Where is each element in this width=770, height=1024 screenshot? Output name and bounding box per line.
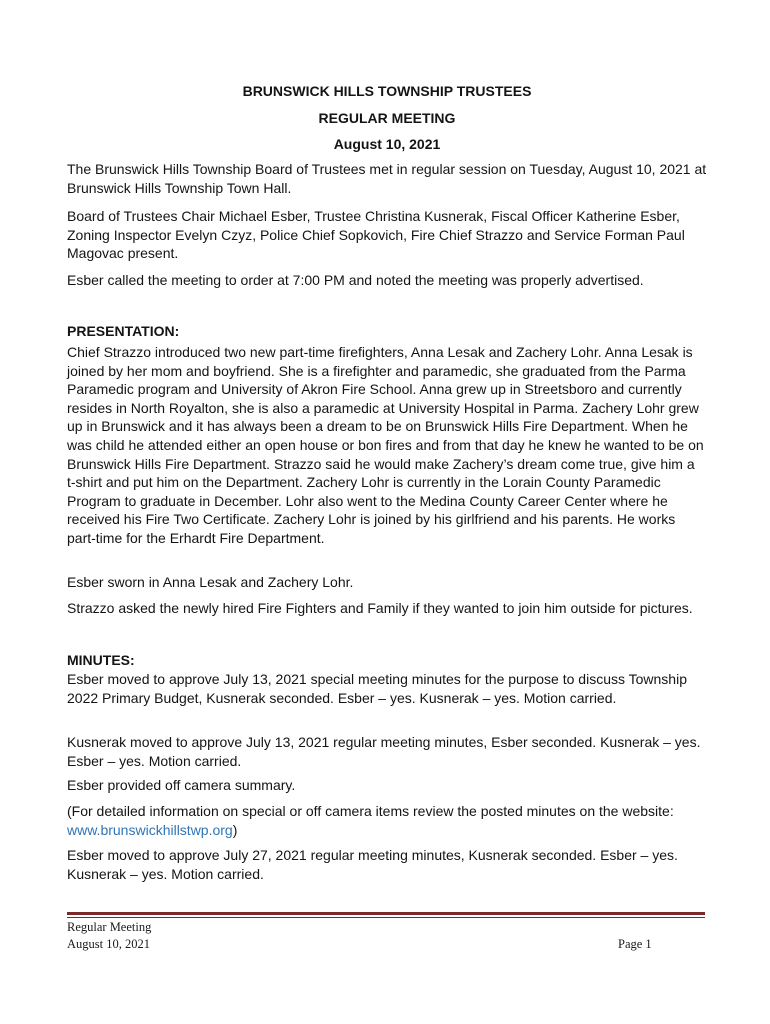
website-note-close: ) xyxy=(232,821,238,838)
minutes-motion-2: Kusnerak moved to approve July 13, 2021 regular meeting minutes, Esber seconded. Kusnerak – yes. Esber – yes. Motion carried. xyxy=(67,734,701,769)
page-number: Page 1 xyxy=(618,937,652,951)
minutes-motion-3: Esber moved to approve July 27, 2021 regular meeting minutes, Kusnerak seconded. Esber – yes. Kusnerak – yes. Motion carried. xyxy=(67,847,678,882)
website-link[interactable]: www.brunswickhillstwp.org xyxy=(67,821,233,838)
footer-meeting-label: Regular Meeting xyxy=(67,920,152,934)
call-to-order-paragraph: Esber called the meeting to order at 7:00 PM and noted the meeting was properly advertised. xyxy=(67,272,644,288)
footer-divider xyxy=(67,912,705,915)
minutes-heading: MINUTES: xyxy=(67,652,135,668)
intro-paragraph: The Brunswick Hills Township Board of Trustees met in regular session on Tuesday, August 10, 2021 at Brunswick Hills Township Town Hall. xyxy=(67,161,707,196)
presentation-paragraph: Chief Strazzo introduced two new part-time firefighters, Anna Lesak and Zachery Lohr. Anna Lesak is joined by her mom and boyfriend. She is a firefighter and paramedic, she graduated from the Parma Paramedic program and University of Akron Fire School. Anna grew up in Streetsboro and currently resides in North Royalton, she is also a paramedic at University Hospital in Parma. Zachery Lohr grew up in Brunswick and it has always been a dream to be on Brunswick Hills Fire Department. When he was child he attended either an open house or bon fires and from that day he knew he wanted to be on Brunswick Hills Fire Department. Strazzo said he would make Zachery’s dream come true, give him a t-shirt and put him on the Department. Zachery Lohr is currently in the Lorain County Paramedic Program to graduate in December. Lohr also went to the Medina County Career Center where he received his Fire Two Certificate. Zachery Lohr is joined by his girlfriend and his parents. He works part-time for the Erhardt Fire Department. xyxy=(67,344,704,546)
meeting-type: REGULAR MEETING xyxy=(318,110,456,126)
footer-divider-thin xyxy=(67,917,705,918)
presentation-heading: PRESENTATION: xyxy=(67,323,180,339)
attendance-paragraph: Board of Trustees Chair Michael Esber, Trustee Christina Kusnerak, Fiscal Officer Katherine Esber, Zoning Inspector Evelyn Czyz, Police Chief Sopkovich, Fire Chief Strazzo and Service Forman Paul Magovac present. xyxy=(67,208,685,262)
swearing-in-paragraph: Esber sworn in Anna Lesak and Zachery Lohr. xyxy=(67,574,354,590)
pictures-paragraph: Strazzo asked the newly hired Fire Fighters and Family if they wanted to join him outside for pictures. xyxy=(67,600,693,616)
minutes-motion-1: Esber moved to approve July 13, 2021 special meeting minutes for the purpose to discuss Township 2022 Primary Budget, Kusnerak seconded. Esber – yes. Kusnerak – yes. Motion carried. xyxy=(67,671,687,706)
website-note-paragraph xyxy=(67,802,707,839)
website-note-text: (For detailed information on special or off camera items review the posted minutes on the website: xyxy=(67,803,674,819)
meeting-date: August 10, 2021 xyxy=(333,136,441,152)
footer-date: August 10, 2021 xyxy=(67,937,150,951)
off-camera-summary: Esber provided off camera summary. xyxy=(67,777,296,793)
document-title: BRUNSWICK HILLS TOWNSHIP TRUSTEES xyxy=(242,83,532,99)
